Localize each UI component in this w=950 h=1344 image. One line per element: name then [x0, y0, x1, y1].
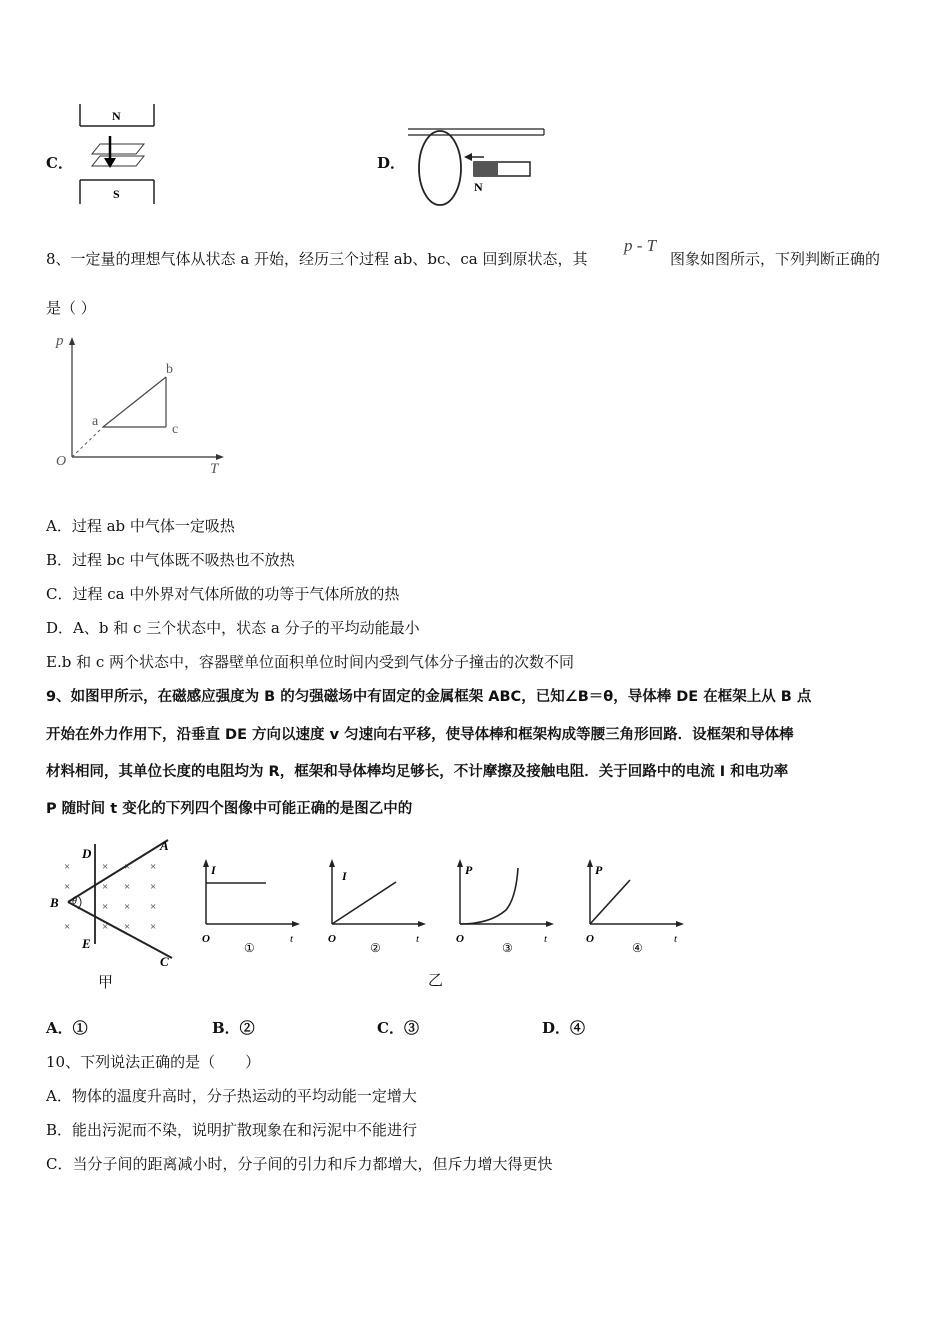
north-pole-label: N: [112, 109, 121, 123]
svg-text:I: I: [211, 863, 216, 877]
svg-text:t: t: [674, 933, 678, 945]
q8-option-b: B．过程 bc 中气体既不吸热也不放热: [46, 551, 295, 569]
q8-stem-line2: 是（ ）: [46, 299, 96, 317]
svg-text:O: O: [328, 933, 336, 945]
point-b-label: b: [166, 362, 173, 377]
label-a: A: [160, 838, 169, 853]
svg-text:t: t: [416, 933, 420, 945]
option-c-label: C．: [46, 154, 73, 172]
svg-text:×: ×: [102, 861, 109, 873]
q9-stem-line3: 材料相同，其单位长度的电阻均为 R，框架和导体棒均足够长，不计摩擦及接触电阻．关于回路中的电流 I 和电功率: [46, 764, 789, 780]
svg-text:×: ×: [124, 861, 131, 873]
svg-text:×: ×: [64, 881, 71, 893]
svg-text:×: ×: [124, 881, 131, 893]
graph-2-linear-current: [322, 852, 434, 956]
q8-stem-part2: 图象如图所示，下列判断正确的: [670, 250, 881, 268]
magnet-n: [80, 104, 154, 126]
graph-4-linear-power: [580, 852, 692, 956]
svg-text:O: O: [456, 933, 464, 945]
q8-stem-symbol: p - T: [624, 236, 657, 255]
graph-1-number: ①: [244, 941, 255, 955]
q9-option-c: C．③: [377, 1019, 419, 1037]
svg-text:P: P: [595, 863, 603, 877]
q10-option-a: A．物体的温度升高时，分子热运动的平均动能一定增大: [46, 1087, 417, 1105]
figure-c-magnets: [72, 100, 162, 208]
svg-text:×: ×: [64, 921, 71, 933]
svg-text:t: t: [290, 933, 294, 945]
svg-text:×: ×: [150, 921, 157, 933]
point-a-label: a: [92, 414, 99, 429]
q9-stem-line2: 开始在外力作用下，沿垂直 DE 方向以速度 v 匀速向右平移，使导体棒和框架构成等腰三角形回路．设框架和导体棒: [46, 727, 794, 743]
svg-text:×: ×: [150, 861, 157, 873]
svg-text:I: I: [342, 869, 347, 883]
q8-option-a: A．过程 ab 中气体一定吸热: [46, 517, 235, 535]
graph-1-constant-current: [196, 852, 308, 956]
magnet-n-label: N: [474, 180, 483, 194]
label-d: D: [82, 846, 92, 861]
q9-stem-line1: 9、如图甲所示，在磁感应强度为 B 的匀强磁场中有固定的金属框架 ABC，已知∠B＝θ，导体棒 DE 在框架上从 B 点: [46, 689, 812, 705]
svg-text:×: ×: [124, 921, 131, 933]
q8-stem-part1: 8、一定量的理想气体从状态 a 开始，经历三个过程 ab、bc、ca 回到原状态，其: [46, 250, 588, 268]
q9-option-a: A．①: [46, 1019, 88, 1037]
svg-text:O: O: [586, 933, 594, 945]
label-b: B: [50, 895, 59, 910]
graph-2-number: ②: [370, 941, 381, 955]
option-d-label: D．: [377, 154, 406, 172]
svg-text:×: ×: [64, 861, 71, 873]
q10-stem: 10、下列说法正确的是（ ）: [46, 1053, 261, 1071]
label-c: C: [160, 954, 169, 968]
axis-t-label: T: [210, 461, 219, 477]
caption-jia: 甲: [98, 973, 114, 991]
svg-text:t: t: [544, 933, 548, 945]
svg-text:×: ×: [150, 881, 157, 893]
graph-3-number: ③: [502, 941, 513, 955]
graph-4-number: ④: [632, 941, 643, 955]
svg-text:O: O: [202, 933, 210, 945]
point-c-label: c: [172, 422, 179, 437]
angle-theta: θ: [72, 896, 77, 907]
figure-jia-frame: [46, 834, 186, 968]
svg-text:×: ×: [102, 901, 109, 913]
svg-text:×: ×: [102, 921, 109, 933]
q8-option-d: D．A、b 和 c 三个状态中，状态 a 分子的平均动能最小: [46, 619, 420, 637]
label-e: E: [82, 936, 91, 951]
south-pole-label: S: [113, 187, 120, 201]
figure-d-ring-magnet: [402, 124, 548, 210]
q8-option-e: E.b 和 c 两个状态中，容器壁单位面积单位时间内受到气体分子撞击的次数不同: [46, 653, 575, 671]
svg-text:×: ×: [150, 901, 157, 913]
q8-option-c: C．过程 ca 中外界对气体所做的功等于气体所放的热: [46, 585, 400, 603]
q9-stem-line4: P 随时间 t 变化的下列四个图像中可能正确的是图乙中的: [46, 801, 413, 817]
pt-graph: [50, 325, 230, 477]
magnet-s: [80, 180, 154, 204]
graph-3-power-curve: [450, 852, 562, 956]
caption-yi: 乙: [428, 971, 444, 989]
q9-option-b: B．②: [212, 1019, 255, 1037]
svg-text:×: ×: [124, 901, 131, 913]
origin-label: O: [56, 454, 67, 469]
q10-option-c: C．当分子间的距离减小时，分子间的引力和斥力都增大，但斥力增大得更快: [46, 1155, 553, 1173]
svg-text:P: P: [465, 863, 473, 877]
q10-option-b: B．能出污泥而不染，说明扩散现象在和污泥中不能进行: [46, 1121, 418, 1139]
svg-text:×: ×: [102, 881, 109, 893]
axis-p-label: p: [56, 333, 64, 349]
q9-option-d: D．④: [542, 1019, 586, 1037]
